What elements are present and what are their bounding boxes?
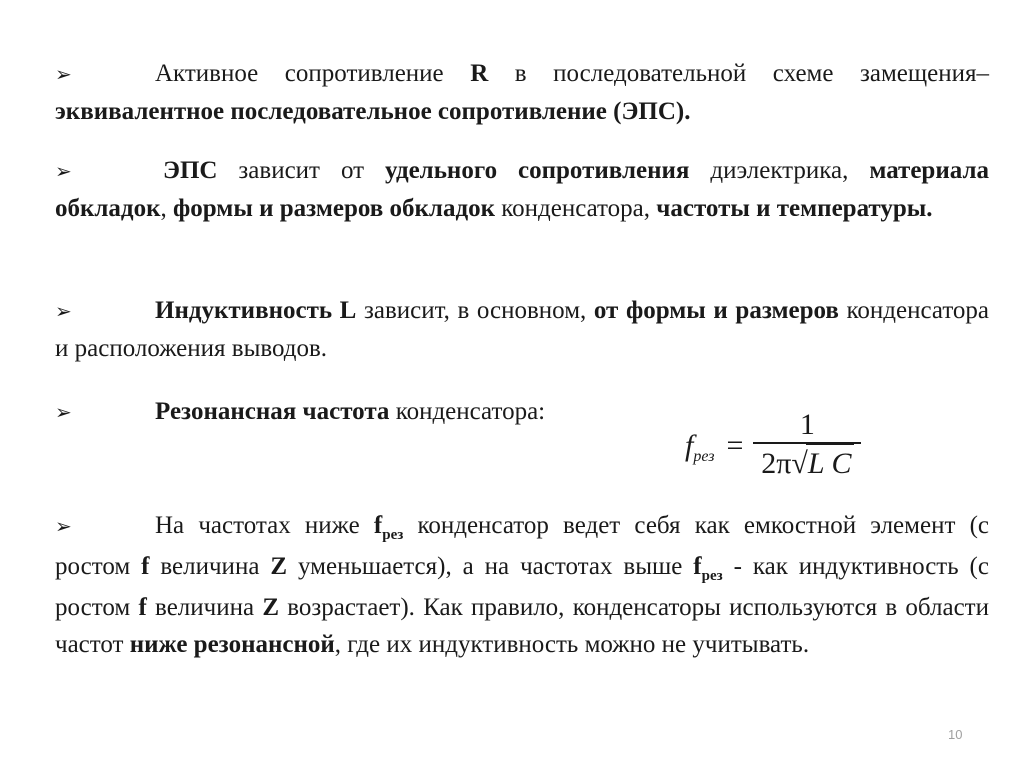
text-segment: диэлектрика, bbox=[689, 157, 870, 184]
bullet-arrow-icon: ➢ bbox=[55, 514, 72, 538]
paragraph-inductance bbox=[55, 292, 989, 367]
formula-fraction bbox=[753, 408, 861, 483]
bold-text-segment: Индуктивность L bbox=[155, 297, 357, 324]
text-segment: уменьшается), а на частотах выше bbox=[287, 553, 694, 580]
text-segment: возрастает). Как правило, конденсаторы используются в области частот bbox=[55, 594, 989, 658]
text-segment: зависит, в основном, bbox=[356, 297, 594, 324]
text-segment: - как индуктивность (с ростом bbox=[55, 553, 989, 621]
text-segment: , bbox=[160, 195, 173, 222]
bold-text-segment: ЭПС bbox=[163, 157, 218, 184]
bold-text-segment: Z bbox=[270, 553, 288, 580]
paragraph-text bbox=[55, 157, 989, 222]
paragraph-text bbox=[55, 512, 989, 658]
text-segment: конденсатор ведет себя как емкостной элемент (с ростом bbox=[55, 512, 989, 580]
paragraph-frequency-behavior bbox=[55, 507, 989, 663]
paragraph-active-resistance bbox=[55, 55, 989, 130]
text-segment: Активное сопротивление bbox=[155, 60, 471, 87]
sqrt-icon: √ bbox=[791, 446, 808, 480]
paragraph-text bbox=[155, 398, 545, 425]
bullet-arrow-icon: ➢ bbox=[55, 299, 72, 323]
text-segment: величина bbox=[149, 553, 271, 580]
formula-radicand: L C bbox=[806, 444, 854, 483]
bullet-arrow-icon: ➢ bbox=[55, 62, 72, 86]
page-number: 10 bbox=[948, 727, 963, 742]
paragraph-text bbox=[55, 297, 989, 362]
text-segment: в последовательной схеме замещения– bbox=[488, 60, 989, 87]
bold-text-segment: удельного сопротивления bbox=[385, 157, 690, 184]
bold-text-segment: формы и размеров обкладок bbox=[172, 195, 495, 222]
formula-numerator: 1 bbox=[799, 408, 815, 441]
bold-text-segment: f bbox=[693, 553, 702, 580]
subscript-text: рез bbox=[701, 568, 723, 584]
formula-lhs-subscript: рез bbox=[693, 447, 715, 465]
bold-text-segment: Z bbox=[262, 594, 280, 621]
bold-text-segment: Резонансная частота bbox=[155, 398, 390, 425]
resonance-formula bbox=[685, 408, 861, 483]
subscript-text: рез bbox=[382, 527, 404, 543]
formula-equals: = bbox=[726, 428, 744, 462]
bold-text-segment: f bbox=[138, 594, 147, 621]
text-segment: конденсатора, bbox=[495, 195, 657, 222]
formula-two-pi: 2π bbox=[761, 446, 792, 480]
bold-text-segment: f bbox=[373, 512, 383, 539]
text-segment: конденсатора: bbox=[389, 398, 546, 425]
text-segment: величина bbox=[146, 594, 263, 621]
paragraph-esr-dependence bbox=[55, 152, 989, 227]
bullet-arrow-icon: ➢ bbox=[55, 159, 72, 183]
bold-text-segment: от формы и размеров bbox=[593, 297, 839, 324]
bold-text-segment: частоты и температуры. bbox=[656, 195, 933, 222]
paragraph-text bbox=[55, 60, 989, 125]
bullet-arrow-icon: ➢ bbox=[55, 400, 72, 424]
bold-text-segment: ниже резонансной bbox=[129, 631, 335, 658]
text-segment: зависит от bbox=[217, 157, 386, 184]
bold-text-segment: R bbox=[470, 60, 489, 87]
formula-denominator bbox=[761, 444, 853, 483]
bold-text-segment: f bbox=[141, 553, 150, 580]
bold-text-segment: эквивалентное последовательное сопротивление (ЭПС). bbox=[55, 98, 691, 125]
text-segment: , где их индуктивность можно не учитывать. bbox=[334, 631, 810, 658]
formula-f: f bbox=[685, 428, 694, 462]
formula-lhs bbox=[685, 429, 714, 463]
text-segment: На частотах ниже bbox=[155, 512, 374, 539]
bold-text-segment: материала обкладок bbox=[55, 157, 989, 222]
text-segment: конденсатора и расположения выводов. bbox=[55, 297, 990, 362]
